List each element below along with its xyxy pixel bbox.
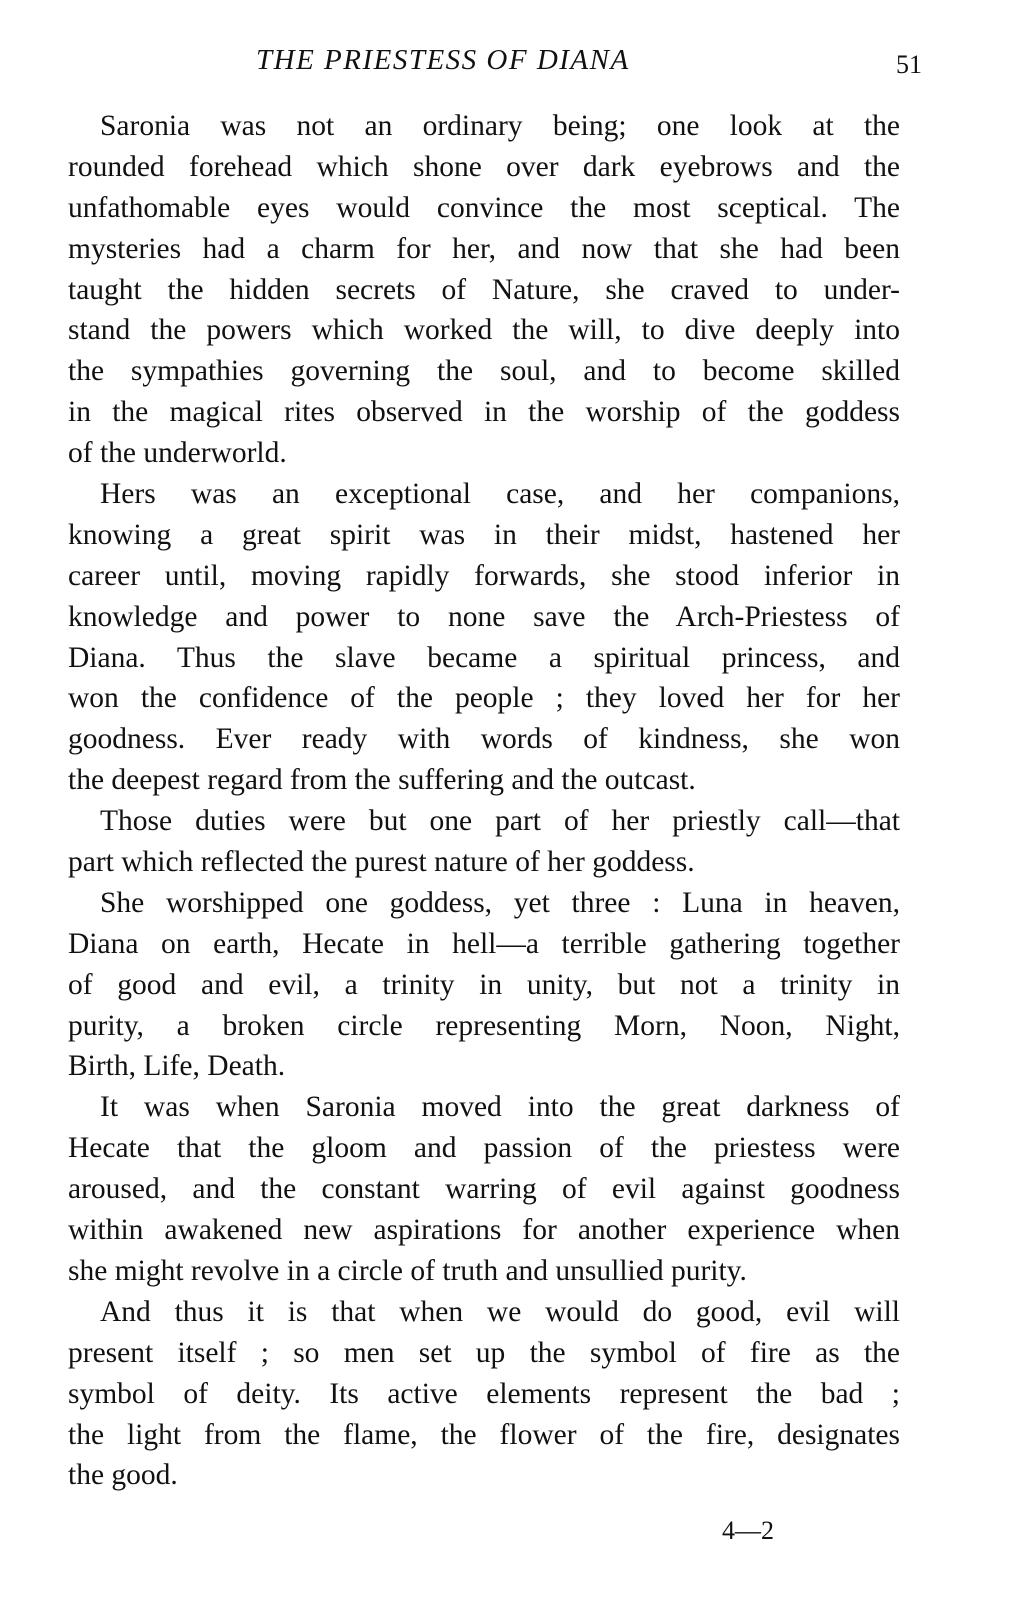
text-line: taught the hidden secrets of Nature, she craved to under- — [68, 273, 900, 306]
text-line: Hers was an exceptional case, and her companions, — [100, 478, 900, 511]
text-line: the good. — [68, 1459, 178, 1492]
text-line: present itself ; so men set up the symbol of fire as the — [68, 1336, 900, 1369]
body-text — [68, 106, 900, 1496]
text-line: the deepest regard from the suffering and the outcast. — [68, 764, 696, 797]
paragraph — [68, 474, 900, 801]
text-line: Saronia was not an ordinary being; one look at the — [100, 110, 900, 142]
paragraph — [68, 1087, 900, 1291]
text-line: the sympathies governing the soul, and to become skilled — [68, 355, 900, 388]
page-number: 51 — [896, 50, 922, 79]
text-line: within awakened new aspirations for another experience when — [68, 1214, 900, 1247]
text-line: of the underworld. — [68, 437, 287, 470]
text-line: unfathomable eyes would convince the most sceptical. The — [68, 191, 900, 224]
text-line: rounded forehead which shone over dark eyebrows and the — [68, 150, 900, 183]
running-head — [0, 44, 1010, 84]
text-line: And thus it is that when we would do good, evil will — [100, 1295, 900, 1328]
text-line: symbol of deity. Its active elements represent the bad ; — [68, 1377, 900, 1410]
text-line: Hecate that the gloom and passion of the priestess were — [68, 1132, 900, 1165]
paragraph — [68, 801, 900, 883]
text-line: knowledge and power to none save the Arch-Priestess of — [68, 600, 900, 633]
text-line: purity, a broken circle representing Morn, Noon, Night, — [68, 1009, 900, 1042]
text-line: she might revolve in a circle of truth and unsullied purity. — [68, 1254, 747, 1287]
text-line: It was when Saronia moved into the great darkness of — [100, 1091, 900, 1124]
text-line: in the magical rites observed in the worship of the goddess — [68, 396, 900, 429]
text-line: Diana. Thus the slave became a spiritual princess, and — [68, 641, 900, 674]
text-line: won the confidence of the people ; they loved her for her — [68, 682, 900, 715]
running-title: THE PRIESTESS OF DIANA — [256, 44, 630, 76]
text-line: Diana on earth, Hecate in hell—a terrible gathering together — [68, 927, 900, 960]
paragraph — [68, 1292, 900, 1496]
text-line: goodness. Ever ready with words of kindness, she won — [68, 723, 900, 756]
text-line: Those duties were but one part of her priestly call—that — [100, 805, 900, 838]
text-line: part which reflected the purest nature of her goddess. — [68, 846, 695, 879]
text-line: aroused, and the constant warring of evil against goodness — [68, 1173, 900, 1206]
text-line: of good and evil, a trinity in unity, but not a trinity in — [68, 968, 900, 1001]
text-line: She worshipped one goddess, yet three : Luna in heaven, — [100, 886, 900, 919]
text-line: Birth, Life, Death. — [68, 1050, 286, 1083]
signature-mark: 4—2 — [722, 1516, 774, 1545]
paragraph — [68, 106, 900, 474]
text-line: knowing a great spirit was in their midst, hastened her — [68, 518, 900, 551]
text-line: mysteries had a charm for her, and now that she had been — [68, 232, 900, 265]
text-line: the light from the flame, the flower of the fire, designates — [68, 1418, 900, 1451]
text-line: stand the powers which worked the will, to dive deeply into — [68, 314, 900, 347]
paragraph — [68, 883, 900, 1087]
text-line: career until, moving rapidly forwards, she stood inferior in — [68, 559, 900, 592]
